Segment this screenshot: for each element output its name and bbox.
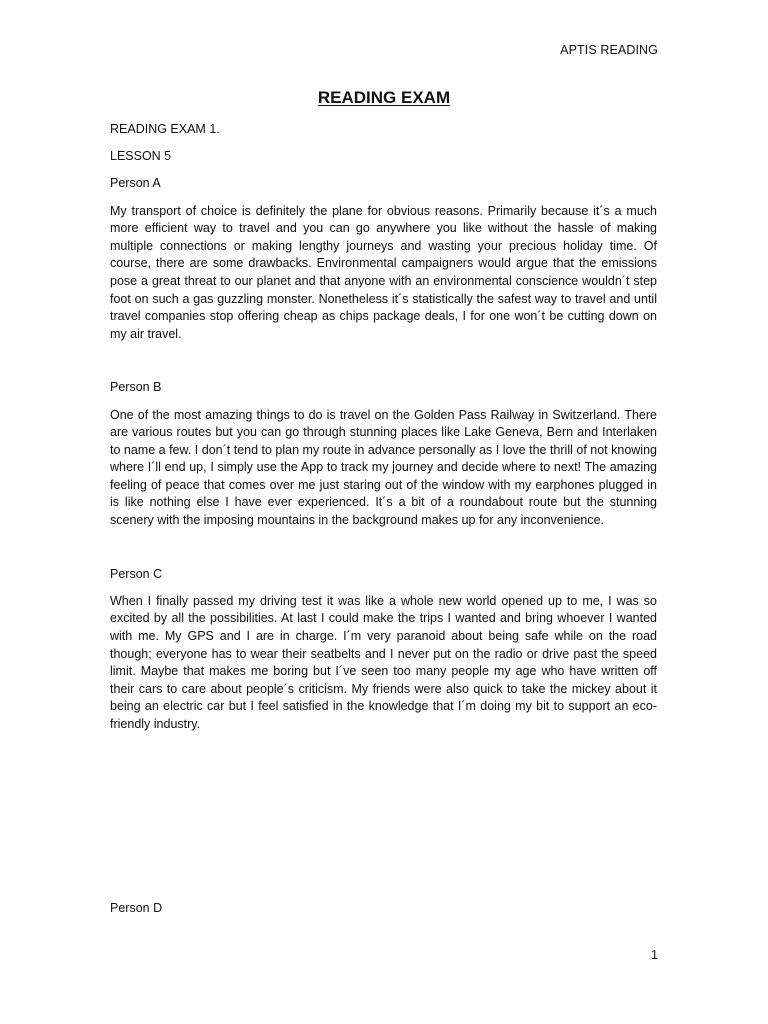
person-c-label: Person C (110, 566, 163, 581)
exam-label: READING EXAM 1. (110, 122, 220, 136)
person-b-label: Person B (110, 380, 162, 395)
spacer (110, 343, 657, 379)
page-title: READING EXAM (317, 88, 451, 107)
spacer (110, 530, 657, 566)
person-a-label: Person A (110, 176, 161, 191)
page-number: 1 (651, 948, 658, 962)
person-a-text: My transport of choice is definitely the plane for obvious reasons. Primarily because it´s a much more efficient way to travel and you can go anywhere you like without the hassle of making multiple connections or making lengthy journeys and wasting your precious holiday time. Of course, there are some drawbacks. Environmental campaigners would argue that the emissions pose a great threat to our planet and that anyone with an environmental conscience wouldn´t step foot on such a gas guzzling monster. Nonetheless it´s statistically the safest way to travel and until travel companies stop offering cheap as chips package deals, I for one won´t be cutting down on my air travel. (110, 203, 657, 341)
person-c-text: When I finally passed my driving test it was like a whole new world opened up to me, I was so excited by all the possibilities. At last I could make the trips I wanted and bring whoever I wanted with me. My GPS and I are in charge. I´m very paranoid about being safe while on the road though; everyone has to wear their seatbelts and I never put on the radio or drive past the speed limit. Maybe that makes me boring but I´ve seen too many people my age who have written off their cars to care about people´s criticism. My friends were also quick to take the mickey about it being an electric car but I feel satisfied in the knowledge that I´m doing my bit to support an eco-friendly industry. (110, 593, 657, 731)
lesson-label: LESSON 5 (110, 149, 172, 164)
person-b-text: One of the most amazing things to do is travel on the Golden Pass Railway in Switzerland. There are various routes but you can go through stunning places like Lake Geneva, Bern and Interlaken to name a few. I don´t tend to plan my route in advance personally as I love the thrill of not knowing where I´ll end up, I simply use the App to track my journey and decide where to next! The amazing feeling of peace that comes over me just staring out of the window with my earphones plugged in is like nothing else I have ever experienced. It´s a bit of a roundabout route but the stunning scenery with the imposing mountains in the background makes up for any inconvenience. (110, 407, 657, 528)
person-d-label: Person D (110, 901, 163, 915)
document-body (110, 121, 657, 734)
header-title: APTIS READING (560, 43, 658, 57)
